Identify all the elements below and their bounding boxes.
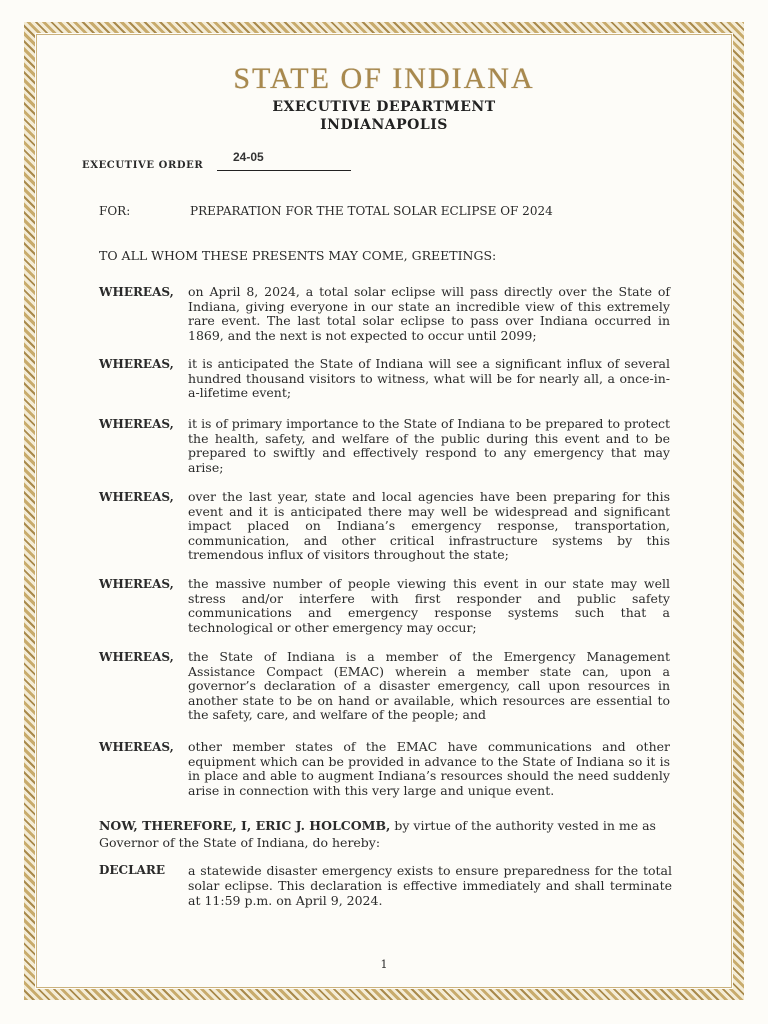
whereas-label: WHEREAS, [99, 490, 174, 504]
whereas-label: WHEREAS, [99, 650, 174, 664]
executive-order-label: EXECUTIVE ORDER [82, 160, 204, 171]
whereas-label: WHEREAS, [99, 417, 174, 431]
whereas-text: the State of Indiana is a member of the Emergency Management Assistance Compact (EMAC) wherein a member state can, upon a governor’s declaration of a disaster emergency, call upon resources in another state to be on hand or available, which resources are essential to the safety, care, and welfare of the people; and [188, 649, 670, 723]
whereas-label: WHEREAS, [99, 740, 174, 754]
subject-text: PREPARATION FOR THE TOTAL SOLAR ECLIPSE OF 2024 [190, 204, 553, 218]
whereas-text: on April 8, 2024, a total solar eclipse will pass directly over the State of Indiana, giving everyone in our state an incredible view of this extremely rare event. The last total solar eclipse to pass over Indiana occurred in 1869, and the next is not expected to occur until 2099; [188, 284, 670, 343]
now-therefore-paragraph [99, 817, 672, 851]
governor-name: NOW, THEREFORE, I, ERIC J. HOLCOMB, [99, 818, 391, 833]
whereas-label: WHEREAS, [99, 357, 174, 371]
department-heading: EXECUTIVE DEPARTMENT [272, 99, 496, 115]
page-number: 1 [380, 958, 388, 971]
city-heading: INDIANAPOLIS [320, 117, 448, 133]
declare-text: a statewide disaster emergency exists to ensure preparedness for the total solar eclipse. This declaration is effective immediately and shall terminate at 11:59 p.m. on April 9, 2024. [188, 863, 672, 909]
whereas-label: WHEREAS, [99, 285, 174, 299]
whereas-label: WHEREAS, [99, 577, 174, 591]
whereas-text: it is of primary importance to the State of Indiana to be prepared to protect the health, safety, and welfare of the public during this event and to be prepared to swiftly and effectively respond to any emergency that may arise; [188, 416, 670, 475]
now-therefore-text: by virtue of the authority vested in me as Governor of the State of Indiana, do hereby: [99, 818, 656, 850]
subject-label: FOR: [99, 204, 131, 218]
executive-order-underline [217, 170, 351, 171]
greeting: TO ALL WHOM THESE PRESENTS MAY COME, GREETINGS: [99, 248, 497, 263]
whereas-text: it is anticipated the State of Indiana will see a significant influx of several hundred thousand visitors to witness, what will be for nearly all, a once-in-a-lifetime event; [188, 356, 670, 401]
executive-order-number: 24-05 [233, 150, 264, 164]
state-title: STATE OF INDIANA [233, 62, 535, 95]
whereas-text: other member states of the EMAC have communications and other equipment which can be provided in advance to the State of Indiana so it is in place and able to augment Indiana’s resources should the need suddenly arise in connection with this very large and unique event. [188, 739, 670, 798]
declare-label: DECLARE [99, 863, 165, 877]
whereas-text: the massive number of people viewing this event in our state may well stress and/or interfere with first responder and public safety communications and emergency response systems such that a technological or other emergency may occur; [188, 576, 670, 635]
whereas-text: over the last year, state and local agencies have been preparing for this event and it is anticipated there may well be widespread and significant impact placed on Indiana’s emergency response, transportation, communication, and other critical infrastructure systems by this tremendous influx of visitors throughout the state; [188, 489, 670, 563]
